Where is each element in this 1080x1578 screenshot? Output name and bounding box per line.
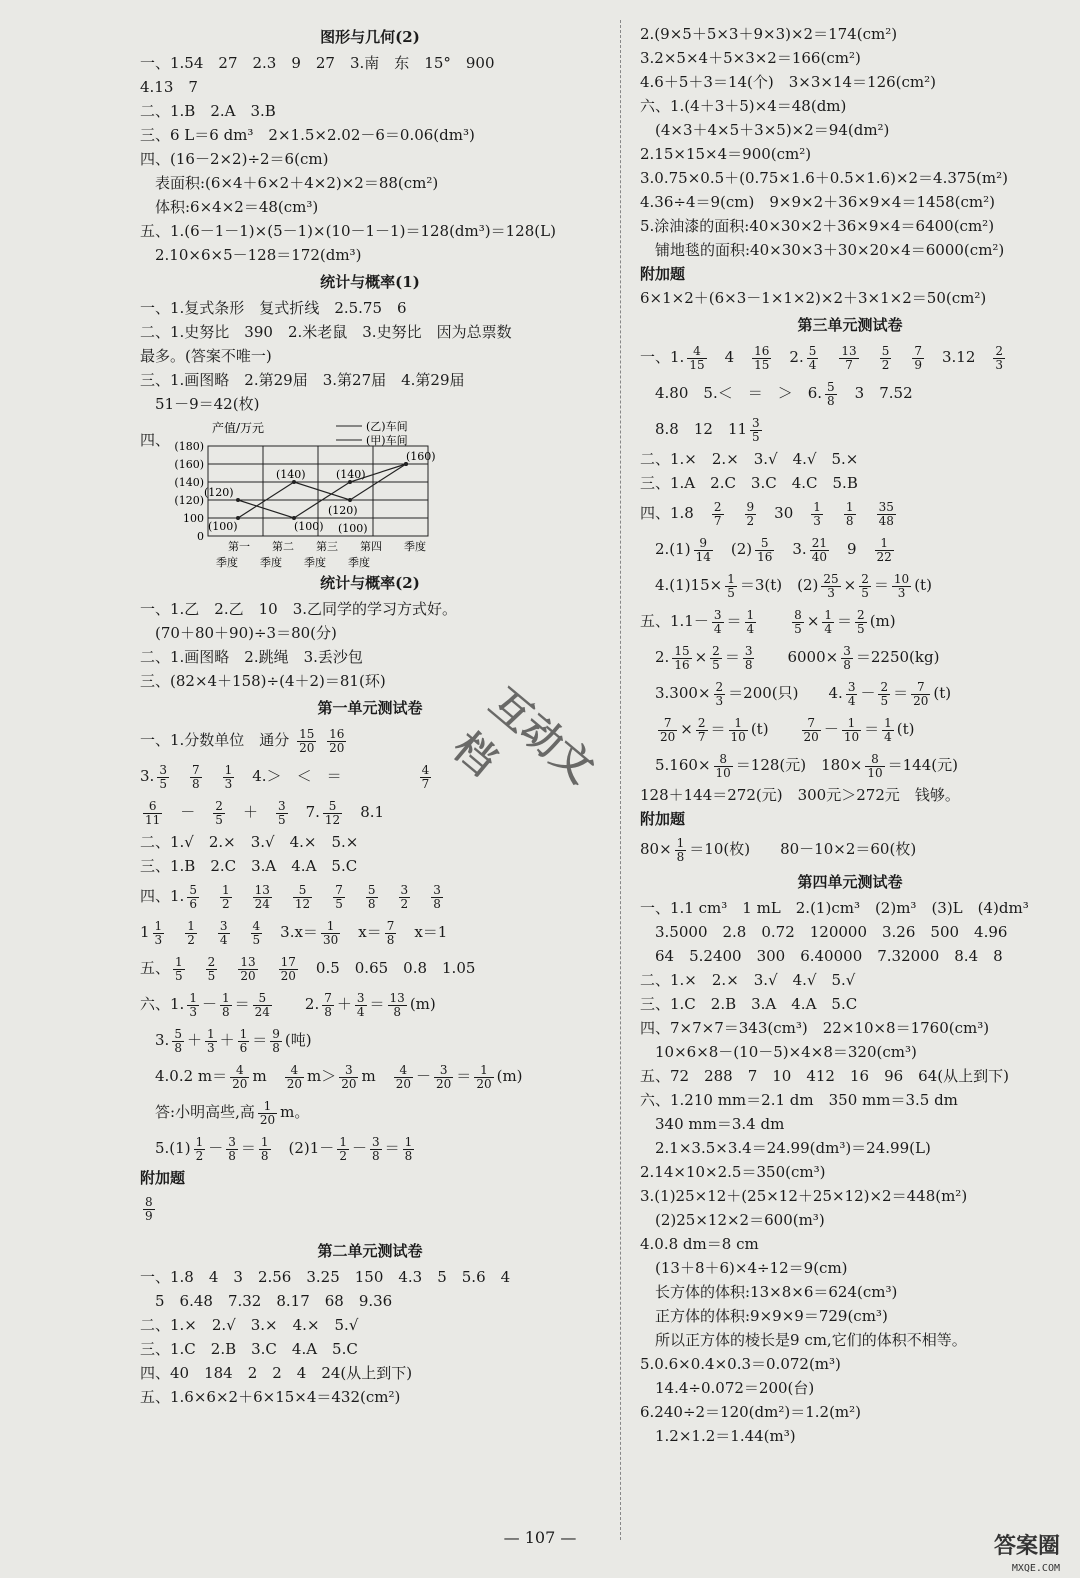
extra-question-title: 附加题 (140, 1169, 186, 1187)
answer-line: 8.8 12 11 $\frac{3}{5}$ (640, 415, 760, 444)
answer-line: (4×3＋4×5＋3×5)×2＝94(dm²) (640, 121, 890, 139)
x-tick-label: 季度 (304, 556, 326, 568)
answer-line: 铺地毯的面积:40×30×3＋30×20×4＝6000(cm²) (640, 241, 1005, 259)
section-title-unit-1: 第一单元测试卷 (317, 699, 423, 717)
answer-line: 3.5000 2.8 0.72 120000 3.26 500 4.96 (640, 923, 1008, 941)
answer-line: 三、1.C 2.B 3.C 4.A 5.C (140, 1340, 358, 1358)
answer-line: 2. $\frac{15}{16}$ × $\frac{2}{5}$ ＝ $\frac{3}{8}$ 6000× $\frac{3}{8}$ ＝2250(kg) (640, 643, 940, 672)
data-label: (140) (336, 468, 366, 481)
fraction: $\frac{15}{20}$ (299, 726, 315, 755)
answer-line: 2.1×3.5×3.4＝24.99(dm³)＝24.99(L) (640, 1139, 931, 1157)
answer-line: 四、1. $\frac{5}{6}$ $\frac{1}{2}$ $\frac{13}{24}$ $\frac{5}{12}$ $\frac{7}{5}$ $\frac{5}{8}$ $\frac{3}{2}$ $\frac{3}{8}$ (140, 882, 441, 911)
x-tick-label: 季度 (260, 556, 282, 568)
answer-line: 体积:6×4×2＝48(cm³) (140, 198, 319, 216)
answer-line: 6×1×2＋(6×3－1×1×2)×2＋3×1×2＝50(cm²) (640, 289, 987, 307)
answer-line: 三、1.B 2.C 3.A 4.A 5.C (140, 857, 358, 875)
answer-line: 5.0.6×0.4×0.3＝0.072(m³) (640, 1355, 841, 1373)
answer-line: 二、1.√ 2.× 3.√ 4.× 5.× (140, 833, 359, 851)
y-tick-label: 0 (197, 530, 204, 543)
x-tick-label: 第四 (360, 540, 382, 553)
answer-line: 三、1.C 2.B 3.A 4.A 5.C (640, 995, 858, 1013)
data-label: (120) (328, 504, 358, 517)
y-tick-label: (180) (174, 440, 204, 453)
answer-line: 一、1.1 cm³ 1 mL 2.(1)cm³ (2)m³ (3)L (4)dm³ (640, 899, 1029, 917)
line-chart-block (140, 418, 600, 568)
answer-line: 四、1.8 $\frac{2}{7}$ $\frac{9}{2}$ 30 $\frac{1}{3}$ $\frac{1}{8}$ $\frac{35}{48}$ (640, 499, 894, 528)
answer-line: 三、1.画图略 2.第29届 3.第27届 4.第29届 (140, 371, 465, 389)
y-tick-label: (120) (174, 494, 204, 507)
section-title-unit-2: 第二单元测试卷 (317, 1242, 423, 1260)
extra-question-title: 附加题 (640, 265, 686, 283)
data-label: (100) (208, 520, 238, 533)
answer-line: 3. $\frac{3}{5}$ $\frac{7}{8}$ $\frac{1}{3}$ 4.＞ ＜ ＝ $\frac{4}{7}$ (140, 762, 430, 791)
answer-line: $\frac{7}{20}$ × $\frac{2}{7}$ ＝ $\frac{1}{10}$ (t) $\frac{7}{20}$ － $\frac{1}{10}$ ＝ $\frac{1}{4}$ (t) (660, 715, 915, 744)
answer-line: 五、1.1－ $\frac{3}{4}$ ＝ $\frac{1}{4}$ $\frac{8}{5}$ × $\frac{1}{4}$ ＝ $\frac{2}{5}$ (m) (640, 607, 896, 636)
answer-line: 4.0.8 dm＝8 cm (640, 1235, 759, 1253)
legend-entry: (乙)车间 (366, 420, 408, 433)
answer-line: 5 6.48 7.32 8.17 68 9.36 (140, 1292, 393, 1310)
answer-line: 3. $\frac{5}{8}$ ＋ $\frac{1}{3}$ ＋ $\frac{1}{6}$ ＝ $\frac{9}{8}$ (吨) (140, 1026, 312, 1055)
answer-line: 二、1.画图略 2.跳绳 3.丢沙包 (140, 648, 363, 666)
data-label: (140) (276, 468, 306, 481)
answer-line: 表面积:(6×4＋6×2＋4×2)×2＝88(cm²) (140, 174, 439, 192)
corner-url: MXQE.COM (1011, 1563, 1060, 1574)
answer-line: 3.300× $\frac{2}{3}$ ＝200(只) 4. $\frac{3}{4}$ － $\frac{2}{5}$ ＝ $\frac{7}{20}$ (t) (640, 679, 952, 708)
answer-line: 4.(1)15× $\frac{1}{5}$ ＝3(t) (2) $\frac{25}{3}$ × $\frac{2}{5}$ ＝ $\frac{10}{3}$ (t) (640, 571, 932, 600)
answer-line: 2.(9×5＋5×3＋9×3)×2＝174(cm²) (640, 25, 898, 43)
answer-line: $\frac{8}{9}$ (145, 1194, 153, 1223)
x-tick-label: 季度 (404, 540, 426, 553)
section-title-statistics-1: 统计与概率(1) (320, 273, 420, 291)
answer-line: 2.10×6×5－128＝172(dm³) (140, 246, 362, 264)
right-column (640, 22, 1060, 1448)
legend-entry: (甲)车间 (366, 434, 408, 447)
answer-line: (13＋8＋6)×4÷12＝9(cm) (640, 1259, 848, 1277)
page-number: — 107 — (503, 1528, 577, 1547)
answer-line: 1 $\frac{1}{3}$ $\frac{1}{2}$ $\frac{3}{4}$ $\frac{4}{5}$ 3.x＝ $\frac{1}{30}$ x＝ $\frac{7}{8}$ x＝1 (140, 918, 448, 947)
answer-line: 一、1.8 4 3 2.56 3.25 150 4.3 5 5.6 4 (140, 1268, 511, 1286)
answer-line: 六、1. $\frac{1}{3}$ － $\frac{1}{8}$ ＝ $\frac{5}{24}$ 2. $\frac{7}{8}$ ＋ $\frac{3}{4}$ ＝ $\frac{13}{8}$ (m) (140, 990, 436, 1019)
question-number-four: 四、 (140, 431, 171, 449)
answer-line: 4.36÷4＝9(cm) 9×9×2＋36×9×4＝1458(cm²) (640, 193, 995, 211)
x-tick-label: 第二 (272, 540, 294, 553)
answer-line: (70＋80＋90)÷3＝80(分) (140, 624, 337, 642)
answer-line: 六、1.(4＋3＋5)×4＝48(dm) (640, 97, 847, 115)
answer-line: 一、1.复式条形 复式折线 2.5.75 6 (140, 299, 407, 317)
answer-line: 4.0.2 m＝ $\frac{4}{20}$ m $\frac{4}{20}$ m＞ $\frac{3}{20}$ m $\frac{4}{20}$ － $\frac{3}{20}$ ＝ $\frac{1}{20}$ (m) (140, 1062, 523, 1091)
answer-line: 128＋144＝272(元) 300元＞272元 钱够。 (640, 786, 960, 804)
answer-line: 正方体的体积:9×9×9＝729(cm³) (640, 1307, 888, 1325)
answer-line: 4.80 5.＜ ＝ ＞ 6. $\frac{5}{8}$ 3 7.52 (640, 379, 913, 408)
answer-line: 5.涂油漆的面积:40×30×2＋36×9×4＝6400(cm²) (640, 217, 995, 235)
answer-line: 2.14×10×2.5＝350(cm³) (640, 1163, 826, 1181)
answer-line: 最多。(答案不唯一) (140, 347, 272, 365)
answer-line: 4.13 7 (140, 78, 198, 96)
answer-line: 二、1.× 2.× 3.√ 4.√ 5.× (640, 450, 859, 468)
answer-line: 5.160× $\frac{8}{10}$ ＝128(元) 180× $\frac{8}{10}$ ＝144(元) (640, 751, 958, 780)
x-tick-label: 第三 (316, 540, 338, 553)
y-tick-label: 100 (183, 512, 204, 525)
answer-line: 一、1. $\frac{4}{15}$ 4 $\frac{16}{15}$ 2. $\frac{5}{4}$ $\frac{13}{7}$ $\frac{5}{2}$ $\frac{7}{9}$ 3.12 $\frac{2}{3}$ (640, 343, 1004, 372)
answer-line: 10×6×8－(10－5)×4×8＝320(cm³) (640, 1043, 917, 1061)
answer-line: 五、 $\frac{1}{5}$ $\frac{2}{5}$ $\frac{13}{20}$ $\frac{17}{20}$ 0.5 0.65 0.8 1.05 (140, 954, 476, 983)
answer-line: 80× $\frac{1}{8}$ ＝10(枚) 80－10×2＝60(枚) (640, 835, 917, 864)
y-tick-label: (160) (174, 458, 204, 471)
answer-line: 1.2×1.2＝1.44(m³) (640, 1427, 796, 1445)
x-tick-label: 季度 (216, 556, 238, 568)
answer-line: 一、1.乙 2.乙 10 3.乙同学的学习方式好。 (140, 600, 458, 618)
x-tick-label: 季度 (348, 556, 370, 568)
answer-line: 五、1.6×6×2＋6×15×4＝432(cm²) (140, 1388, 401, 1406)
data-label: (100) (294, 520, 324, 533)
data-label: (120) (204, 486, 234, 499)
answer-text: 一、1.分数单位 通分 (140, 731, 290, 749)
answer-line: 5.(1) $\frac{1}{2}$ － $\frac{3}{8}$ ＝ $\frac{1}{8}$ (2)1－ $\frac{1}{2}$ － $\frac{3}{8}$ ＝ $\frac{1}{8}$ (140, 1134, 413, 1163)
answer-line: 五、1.(6－1－1)×(5－1)×(10－1－1)＝128(dm³)＝128(L) (140, 222, 556, 240)
answer-line: 3.(1)25×12＋(25×12＋25×12)×2＝448(m²) (640, 1187, 968, 1205)
answer-line: 二、1.B 2.A 3.B (140, 102, 276, 120)
answer-line: 一、1.54 27 2.3 9 27 3.南 东 15° 900 (140, 54, 495, 72)
section-title-unit-4: 第四单元测试卷 (797, 873, 903, 891)
watermark-logo: 互动文档 (444, 679, 603, 793)
answer-line: 二、1.× 2.× 3.√ 4.√ 5.√ (640, 971, 856, 989)
answer-line: 答:小明高些,高 $\frac{1}{20}$ m。 (155, 1098, 310, 1127)
answer-line: $\frac{6}{11}$ － $\frac{2}{5}$ ＋ $\frac{3}{5}$ 7. $\frac{5}{12}$ 8.1 (145, 798, 385, 827)
data-label: (100) (338, 522, 368, 535)
answer-line: 三、1.A 2.C 3.C 4.C 5.B (640, 474, 858, 492)
answer-line: 14.4÷0.072＝200(台) (640, 1379, 815, 1397)
answer-line: 三、6 L＝6 dm³ 2×1.5×2.02－6＝0.06(dm³) (140, 126, 475, 144)
section-title-unit-3: 第三单元测试卷 (797, 316, 903, 334)
section-title-geometry-2: 图形与几何(2) (320, 28, 420, 46)
answer-line: 四、(16－2×2)÷2＝6(cm) (140, 150, 329, 168)
data-label: (160) (406, 450, 436, 463)
column-divider (620, 20, 621, 1540)
section-title-statistics-2: 统计与概率(2) (320, 574, 420, 592)
answer-line: 64 5.2400 300 6.40000 7.32000 8.4 8 (640, 947, 1003, 965)
geometry-2-answers (140, 51, 600, 267)
answer-line: 所以正方体的棱长是9 cm,它们的体积不相等。 (640, 1331, 967, 1349)
answer-line: 51－9＝42(枚) (140, 395, 260, 413)
y-tick-label: (140) (174, 476, 204, 489)
answer-line: 6.240÷2＝120(dm²)＝1.2(m²) (640, 1403, 862, 1421)
answer-line: 长方体的体积:13×8×6＝624(cm³) (640, 1283, 898, 1301)
answer-line: 3.2×5×4＋5×3×2＝166(cm²) (640, 49, 861, 67)
answer-line: 四、40 184 2 2 4 24(从上到下) (140, 1364, 413, 1382)
answer-line: 4.6＋5＋3＝14(个) 3×3×14＝126(cm²) (640, 73, 937, 91)
fraction: $\frac{16}{20}$ (329, 726, 345, 755)
answer-line: 二、1.× 2.√ 3.× 4.× 5.√ (140, 1316, 359, 1334)
corner-logo: 答案圈 (993, 1533, 1060, 1559)
data-point (348, 498, 352, 502)
answer-line: 二、1.史努比 390 2.米老鼠 3.史努比 因为总票数 (140, 323, 512, 341)
answer-line: 340 mm＝3.4 dm (640, 1115, 785, 1133)
chart-ylabel: 产值/万元 (212, 421, 265, 435)
data-point (236, 498, 240, 502)
dual-line-chart (140, 418, 460, 568)
answer-line: 2.(1) $\frac{9}{14}$ (2) $\frac{5}{16}$ 3. $\frac{21}{40}$ 9 $\frac{1}{22}$ (640, 535, 892, 564)
answer-line: 3.0.75×0.5＋(0.75×1.6＋0.5×1.6)×2＝4.375(m²) (640, 169, 1008, 187)
answer-line: 2.15×15×4＝900(cm²) (640, 145, 812, 163)
answer-line: 四、7×7×7＝343(cm³) 22×10×8＝1760(cm³) (640, 1019, 990, 1037)
x-tick-label: 第一 (228, 540, 250, 553)
extra-question-title: 附加题 (640, 810, 686, 828)
answer-line: 三、(82×4＋158)÷(4＋2)＝81(环) (140, 672, 386, 690)
answer-line: 五、72 288 7 10 412 16 96 64(从上到下) (640, 1067, 1009, 1085)
answer-line: (2)25×12×2＝600(m³) (640, 1211, 825, 1229)
answer-line: 六、1.210 mm＝2.1 dm 350 mm＝3.5 dm (640, 1091, 958, 1109)
